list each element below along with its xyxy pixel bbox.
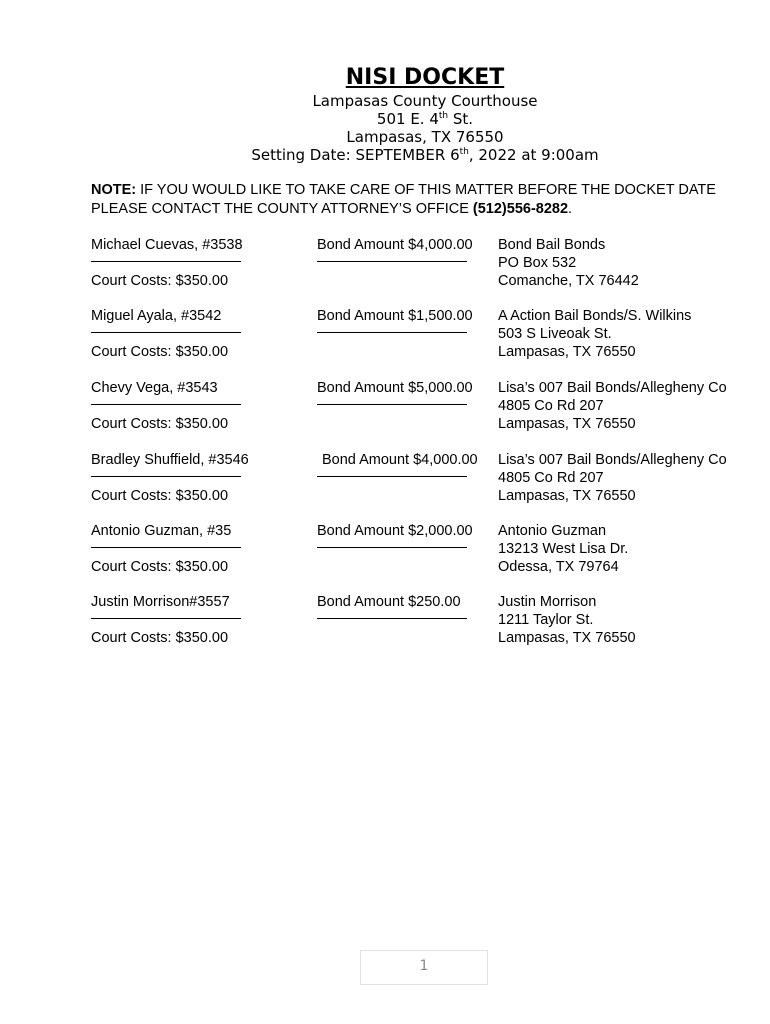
courthouse-name: Lampasas County Courthouse: [312, 92, 538, 110]
signature-line: [317, 617, 467, 619]
bond-amount: Bond Amount $2,000.00: [317, 523, 473, 539]
defendant-name: Chevy Vega, #3543: [91, 380, 218, 396]
signature-line: [91, 546, 241, 548]
court-costs: Court Costs: $350.00: [91, 344, 229, 360]
defendant-name: Antonio Guzman, #35: [91, 523, 232, 539]
signature-line: [317, 331, 467, 333]
setting-date: [0, 146, 770, 164]
signature-line: [317, 403, 467, 405]
signature-line: [91, 260, 241, 262]
surety-street: 4805 Co Rd 207: [498, 398, 604, 414]
page-number: 1: [360, 950, 488, 985]
surety-city: Lampasas, TX 76550: [498, 416, 636, 432]
signature-line: [317, 260, 467, 262]
street-ordinal: th: [438, 111, 449, 121]
docket-entry: [91, 593, 761, 655]
defendant-name: Michael Cuevas, #3538: [91, 237, 243, 253]
surety-city: Comanche, TX 76442: [498, 273, 639, 289]
surety-name: Antonio Guzman: [498, 523, 607, 539]
docket-entry: [91, 307, 761, 369]
note-end: .: [568, 201, 573, 217]
surety-name: Justin Morrison: [498, 594, 597, 610]
setting-prefix: Setting Date: SEPTEMBER 6: [251, 146, 460, 164]
signature-line: [317, 546, 467, 548]
courthouse-city: Lampasas, TX 76550: [346, 128, 504, 146]
docket-header: [0, 64, 770, 164]
signature-line: [91, 617, 241, 619]
surety-name: Lisa’s 007 Bail Bonds/Allegheny Co: [498, 452, 727, 468]
surety-city: Lampasas, TX 76550: [498, 344, 636, 360]
surety-address: [498, 522, 628, 576]
surety-street: 4805 Co Rd 207: [498, 470, 604, 486]
signature-line: [317, 475, 467, 477]
court-costs: Court Costs: $350.00: [91, 630, 229, 646]
docket-entry: [91, 379, 761, 441]
surety-street: PO Box 532: [498, 255, 577, 271]
court-costs: Court Costs: $350.00: [91, 273, 229, 289]
surety-address: [498, 307, 691, 361]
page-title: NISI DOCKET: [345, 65, 505, 90]
defendant-name: Miguel Ayala, #3542: [91, 308, 222, 324]
signature-line: [91, 331, 241, 333]
docket-entry: [91, 522, 761, 584]
surety-address: [498, 451, 727, 505]
surety-city: Odessa, TX 79764: [498, 559, 619, 575]
bond-amount: Bond Amount $4,000.00: [322, 452, 478, 468]
surety-name: Lisa’s 007 Bail Bonds/Allegheny Co: [498, 380, 727, 396]
defendant-name: Justin Morrison#3557: [91, 594, 230, 610]
surety-name: A Action Bail Bonds/S. Wilkins: [498, 308, 692, 324]
surety-address: [498, 236, 639, 290]
defendant-name: Bradley Shuffield, #3546: [91, 452, 249, 468]
court-costs: Court Costs: $350.00: [91, 416, 229, 432]
docket-entry: [91, 236, 761, 298]
bond-amount: Bond Amount $4,000.00: [317, 237, 473, 253]
bond-amount: Bond Amount $250.00: [317, 594, 461, 610]
surety-city: Lampasas, TX 76550: [498, 630, 636, 646]
street-prefix: 501 E. 4: [376, 110, 439, 128]
courthouse-street: [0, 110, 770, 128]
setting-ordinal: th: [459, 147, 469, 157]
signature-line: [91, 475, 241, 477]
signature-line: [91, 403, 241, 405]
surety-street: 13213 West Lisa Dr.: [498, 541, 629, 557]
surety-address: [498, 379, 727, 433]
court-costs: Court Costs: $350.00: [91, 488, 229, 504]
note-text: IF YOU WOULD LIKE TO TAKE CARE OF THIS MATTER BEFORE THE DOCKET DATE PLEASE CONTACT THE COUNTY ATTORNEY’S OFFICE: [91, 182, 716, 217]
street-suffix: St.: [448, 110, 474, 128]
bond-amount: Bond Amount $1,500.00: [317, 308, 473, 324]
bond-amount: Bond Amount $5,000.00: [317, 380, 473, 396]
docket-entry: [91, 451, 761, 513]
surety-street: 1211 Taylor St.: [498, 612, 594, 628]
surety-name: Bond Bail Bonds: [498, 237, 606, 253]
surety-street: 503 S Liveoak St.: [498, 326, 612, 342]
surety-address: [498, 593, 636, 647]
court-costs: Court Costs: $350.00: [91, 559, 229, 575]
surety-city: Lampasas, TX 76550: [498, 488, 636, 504]
note-paragraph: [91, 181, 761, 219]
phone-number: (512)556-8282: [472, 201, 569, 217]
note-label: NOTE:: [91, 182, 137, 198]
setting-suffix: , 2022 at 9:00am: [468, 146, 599, 164]
